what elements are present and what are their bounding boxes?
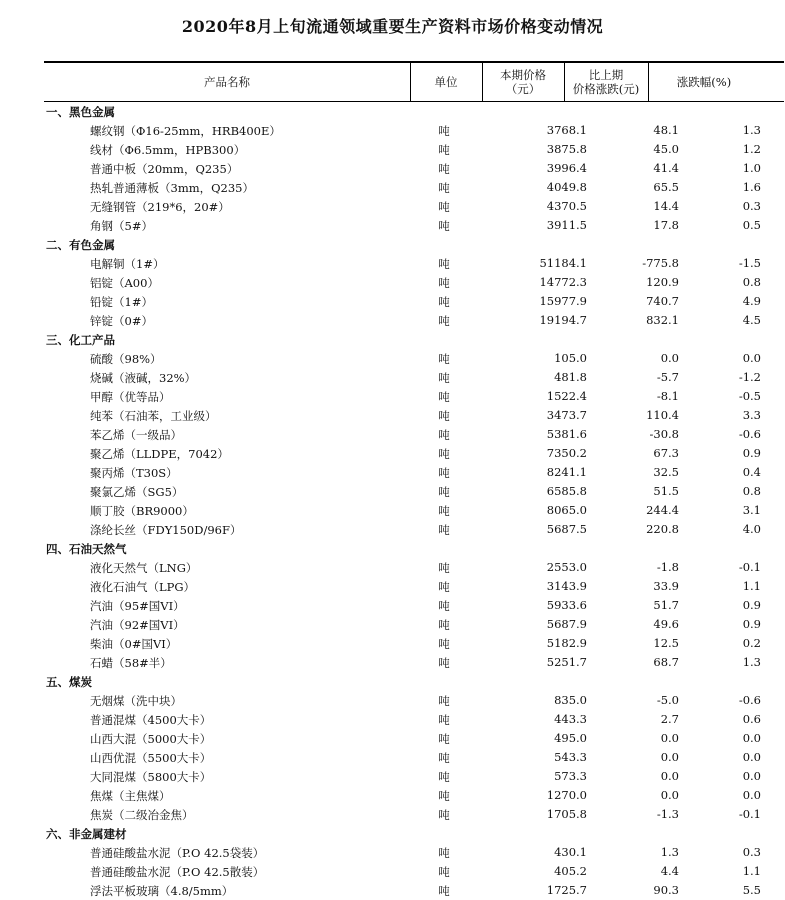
unit-cell: 吨	[438, 314, 450, 328]
product-name: 汽油（95#国VI）	[90, 599, 185, 613]
unit-cell: 吨	[438, 466, 450, 480]
change-cell: 14.4	[653, 199, 679, 213]
price-cell: 4370.5	[546, 199, 587, 213]
product-name: 山西大混（5000大卡）	[90, 732, 212, 746]
header-divider	[482, 63, 483, 101]
price-cell: 1725.7	[546, 883, 587, 897]
header-change	[564, 63, 648, 101]
pct-cell: 5.5	[742, 883, 761, 897]
price-cell: 5381.6	[546, 427, 587, 441]
price-cell: 8241.1	[546, 465, 587, 479]
category-label: 一、黑色金属	[46, 105, 115, 119]
unit-cell: 吨	[438, 865, 450, 879]
unit-cell: 吨	[438, 637, 450, 651]
change-cell: 32.5	[653, 465, 679, 479]
unit-cell: 吨	[438, 694, 450, 708]
header-price	[482, 63, 564, 101]
table-row	[44, 387, 784, 406]
category-label: 二、有色金属	[46, 238, 115, 252]
header-product-name: 产品名称	[204, 75, 250, 89]
price-cell: 1705.8	[546, 807, 587, 821]
category-label: 四、石油天然气	[46, 542, 127, 556]
table-row	[44, 159, 784, 178]
table-row	[44, 577, 784, 596]
category-row	[44, 539, 784, 558]
price-cell: 15977.9	[539, 294, 587, 308]
product-name: 焦炭（二级冶金焦）	[90, 808, 194, 822]
pct-cell: 0.9	[742, 598, 761, 612]
change-cell: -1.3	[656, 807, 679, 821]
product-name: 普通混煤（4500大卡）	[90, 713, 212, 727]
change-cell: 12.5	[653, 636, 679, 650]
table-row	[44, 501, 784, 520]
unit-cell: 吨	[438, 295, 450, 309]
price-cell: 5251.7	[546, 655, 587, 669]
pct-cell: -0.6	[738, 427, 761, 441]
unit-cell: 吨	[438, 618, 450, 632]
table-row	[44, 710, 784, 729]
unit-cell: 吨	[438, 504, 450, 518]
table-row	[44, 444, 784, 463]
price-cell: 3473.7	[546, 408, 587, 422]
price-cell: 405.2	[554, 864, 587, 878]
unit-cell: 吨	[438, 200, 450, 214]
change-cell: 2.7	[660, 712, 679, 726]
pct-cell: 0.2	[742, 636, 761, 650]
change-cell: 45.0	[653, 142, 679, 156]
table-row	[44, 178, 784, 197]
product-name: 电解铜（1#）	[90, 257, 165, 271]
unit-cell: 吨	[438, 162, 450, 176]
price-cell: 430.1	[554, 845, 587, 859]
unit-cell: 吨	[438, 219, 450, 233]
pct-cell: -1.2	[738, 370, 761, 384]
table-body	[44, 102, 784, 900]
table-row	[44, 805, 784, 824]
header-divider	[564, 63, 565, 101]
price-cell: 3768.1	[546, 123, 587, 137]
unit-cell: 吨	[438, 656, 450, 670]
change-cell: 48.1	[653, 123, 679, 137]
change-cell: -775.8	[642, 256, 679, 270]
price-cell: 1522.4	[546, 389, 587, 403]
pct-cell: 4.9	[742, 294, 761, 308]
product-name: 焦煤（主焦煤）	[90, 789, 171, 803]
pct-cell: -0.1	[738, 807, 761, 821]
unit-cell: 吨	[438, 523, 450, 537]
unit-cell: 吨	[438, 884, 450, 898]
product-name: 热轧普通薄板（3mm，Q235）	[90, 181, 255, 195]
price-cell: 5687.5	[546, 522, 587, 536]
price-cell: 5687.9	[546, 617, 587, 631]
table-row	[44, 121, 784, 140]
unit-cell: 吨	[438, 846, 450, 860]
header-unit: 单位	[434, 75, 458, 89]
category-label: 六、非金属建材	[46, 827, 127, 841]
change-cell: 49.6	[653, 617, 679, 631]
product-name: 浮法平板玻璃（4.8/5mm）	[90, 884, 234, 898]
table-row	[44, 292, 784, 311]
unit-cell: 吨	[438, 371, 450, 385]
table-row	[44, 786, 784, 805]
table-row	[44, 425, 784, 444]
page-title: 2020年8月上旬流通领域重要生产资料市场价格变动情况	[181, 17, 604, 36]
change-cell: 110.4	[646, 408, 679, 422]
unit-cell: 吨	[438, 447, 450, 461]
change-cell: 0.0	[660, 788, 679, 802]
unit-cell: 吨	[438, 580, 450, 594]
pct-cell: 0.0	[742, 351, 761, 365]
pct-cell: 1.3	[742, 655, 761, 669]
change-cell: 67.3	[653, 446, 679, 460]
product-name: 锌锭（0#）	[90, 314, 153, 328]
table-row	[44, 615, 784, 634]
product-name: 山西优混（5500大卡）	[90, 751, 212, 765]
category-row	[44, 330, 784, 349]
price-cell: 443.3	[554, 712, 587, 726]
price-cell: 481.8	[554, 370, 587, 384]
change-cell: 244.4	[646, 503, 679, 517]
unit-cell: 吨	[438, 352, 450, 366]
unit-cell: 吨	[438, 751, 450, 765]
table-row	[44, 748, 784, 767]
table-row	[44, 254, 784, 273]
price-cell: 3996.4	[546, 161, 587, 175]
unit-cell: 吨	[438, 713, 450, 727]
price-cell: 7350.2	[546, 446, 587, 460]
product-name: 液化石油气（LPG）	[90, 580, 196, 594]
table-row	[44, 558, 784, 577]
unit-cell: 吨	[438, 181, 450, 195]
unit-cell: 吨	[438, 808, 450, 822]
pct-cell: 1.2	[742, 142, 761, 156]
product-name: 柴油（0#国VI）	[90, 637, 178, 651]
change-cell: 4.4	[660, 864, 679, 878]
change-cell: 33.9	[653, 579, 679, 593]
header-change-line1: 比上期	[588, 68, 624, 82]
product-name: 顺丁胶（BR9000）	[90, 504, 194, 518]
price-cell: 5182.9	[546, 636, 587, 650]
change-cell: -30.8	[649, 427, 679, 441]
table-header	[44, 63, 784, 102]
price-cell: 5933.6	[546, 598, 587, 612]
change-cell: 17.8	[653, 218, 679, 232]
header-price-line1: 本期价格	[500, 68, 546, 82]
pct-cell: 3.3	[742, 408, 761, 422]
product-name: 纯苯（石油苯，工业级）	[90, 409, 217, 423]
change-cell: 740.7	[646, 294, 679, 308]
product-name: 聚乙烯（LLDPE，7042）	[90, 447, 229, 461]
category-row	[44, 824, 784, 843]
pct-cell: 0.0	[742, 769, 761, 783]
pct-cell: 1.1	[742, 579, 761, 593]
table-row	[44, 634, 784, 653]
price-cell: 19194.7	[539, 313, 587, 327]
change-cell: 120.9	[646, 275, 679, 289]
unit-cell: 吨	[438, 789, 450, 803]
table-row	[44, 596, 784, 615]
table-row	[44, 216, 784, 235]
price-cell: 1270.0	[546, 788, 587, 802]
table-row	[44, 653, 784, 672]
change-cell: 65.5	[653, 180, 679, 194]
product-name: 普通硅酸盐水泥（P.O 42.5袋装）	[90, 846, 265, 860]
price-cell: 2553.0	[546, 560, 587, 574]
unit-cell: 吨	[438, 124, 450, 138]
pct-cell: 0.6	[742, 712, 761, 726]
unit-cell: 吨	[438, 561, 450, 575]
product-name: 大同混煤（5800大卡）	[90, 770, 212, 784]
table-row	[44, 482, 784, 501]
change-cell: 220.8	[646, 522, 679, 536]
unit-cell: 吨	[438, 143, 450, 157]
table-row	[44, 881, 784, 900]
product-name: 聚氯乙烯（SG5）	[90, 485, 184, 499]
unit-cell: 吨	[438, 390, 450, 404]
product-name: 苯乙烯（一级品）	[90, 428, 182, 442]
unit-cell: 吨	[438, 732, 450, 746]
header-divider	[410, 63, 411, 101]
pct-cell: 0.8	[742, 275, 761, 289]
table-row	[44, 311, 784, 330]
pct-cell: -0.1	[738, 560, 761, 574]
price-cell: 51184.1	[539, 256, 587, 270]
product-name: 普通中板（20mm，Q235）	[90, 162, 239, 176]
header-pct: 涨跌幅(%)	[676, 75, 732, 89]
pct-cell: 1.1	[742, 864, 761, 878]
change-cell: 0.0	[660, 769, 679, 783]
price-cell: 3875.8	[546, 142, 587, 156]
header-change-line2: 价格涨跌(元)	[572, 82, 640, 96]
product-name: 角钢（5#）	[90, 219, 153, 233]
price-cell: 8065.0	[546, 503, 587, 517]
table-row	[44, 767, 784, 786]
table-row	[44, 406, 784, 425]
table-row	[44, 862, 784, 881]
price-cell: 3143.9	[546, 579, 587, 593]
category-row	[44, 672, 784, 691]
product-name: 汽油（92#国VI）	[90, 618, 185, 632]
category-label: 三、化工产品	[46, 333, 115, 347]
pct-cell: -0.5	[738, 389, 761, 403]
change-cell: 51.7	[653, 598, 679, 612]
pct-cell: 0.3	[742, 199, 761, 213]
pct-cell: 0.8	[742, 484, 761, 498]
unit-cell: 吨	[438, 428, 450, 442]
change-cell: 832.1	[646, 313, 679, 327]
unit-cell: 吨	[438, 257, 450, 271]
pct-cell: 0.0	[742, 731, 761, 745]
product-name: 螺纹钢（Φ16-25mm，HRB400E）	[90, 124, 281, 138]
table-row	[44, 273, 784, 292]
category-label: 五、煤炭	[46, 675, 92, 689]
price-cell: 543.3	[554, 750, 587, 764]
product-name: 硫酸（98%）	[90, 352, 162, 366]
header-price-line2: （元）	[505, 82, 541, 96]
change-cell: -8.1	[656, 389, 679, 403]
pct-cell: -0.6	[738, 693, 761, 707]
change-cell: 0.0	[660, 750, 679, 764]
pct-cell: 0.9	[742, 617, 761, 631]
table-row	[44, 197, 784, 216]
change-cell: 90.3	[653, 883, 679, 897]
unit-cell: 吨	[438, 599, 450, 613]
table-row	[44, 140, 784, 159]
price-cell: 495.0	[554, 731, 587, 745]
table-row	[44, 349, 784, 368]
pct-cell: 0.0	[742, 788, 761, 802]
price-cell: 105.0	[554, 351, 587, 365]
header-divider	[648, 63, 649, 101]
product-name: 烧碱（液碱，32%）	[90, 371, 197, 385]
table-row	[44, 520, 784, 539]
table-row	[44, 691, 784, 710]
unit-cell: 吨	[438, 276, 450, 290]
unit-cell: 吨	[438, 409, 450, 423]
pct-cell: 0.5	[742, 218, 761, 232]
price-cell: 14772.3	[539, 275, 587, 289]
price-cell: 835.0	[554, 693, 587, 707]
change-cell: 0.0	[660, 351, 679, 365]
pct-cell: 0.9	[742, 446, 761, 460]
category-row	[44, 102, 784, 121]
change-cell: -5.7	[656, 370, 679, 384]
product-name: 铝锭（A00）	[90, 276, 159, 290]
pct-cell: 0.0	[742, 750, 761, 764]
table-row	[44, 843, 784, 862]
pct-cell: 4.0	[742, 522, 761, 536]
pct-cell: 1.6	[742, 180, 761, 194]
price-cell: 3911.5	[546, 218, 587, 232]
pct-cell: 3.1	[742, 503, 761, 517]
pct-cell: 1.0	[742, 161, 761, 175]
price-cell: 6585.8	[546, 484, 587, 498]
product-name: 涤纶长丝（FDY150D/96F）	[90, 523, 242, 537]
pct-cell: 0.3	[742, 845, 761, 859]
price-cell: 4049.8	[546, 180, 587, 194]
product-name: 石蜡（58#半）	[90, 656, 172, 670]
table-row	[44, 463, 784, 482]
product-name: 液化天然气（LNG）	[90, 561, 198, 575]
product-name: 普通硅酸盐水泥（P.O 42.5散装）	[90, 865, 265, 879]
product-name: 线材（Φ6.5mm，HPB300）	[90, 143, 246, 157]
table-row	[44, 368, 784, 387]
product-name: 甲醇（优等品）	[90, 390, 171, 404]
table-row	[44, 729, 784, 748]
unit-cell: 吨	[438, 770, 450, 784]
change-cell: 41.4	[653, 161, 679, 175]
change-cell: 68.7	[653, 655, 679, 669]
unit-cell: 吨	[438, 485, 450, 499]
category-row	[44, 235, 784, 254]
product-name: 聚丙烯（T30S）	[90, 466, 178, 480]
product-name: 无烟煤（洗中块）	[90, 694, 182, 708]
pct-cell: 0.4	[742, 465, 761, 479]
pct-cell: 4.5	[742, 313, 761, 327]
change-cell: 0.0	[660, 731, 679, 745]
change-cell: -5.0	[656, 693, 679, 707]
change-cell: 1.3	[660, 845, 679, 859]
pct-cell: -1.5	[738, 256, 761, 270]
change-cell: 51.5	[653, 484, 679, 498]
change-cell: -1.8	[656, 560, 679, 574]
product-name: 无缝钢管（219*6，20#）	[90, 200, 230, 214]
price-cell: 573.3	[554, 769, 587, 783]
product-name: 铅锭（1#）	[90, 295, 153, 309]
pct-cell: 1.3	[742, 123, 761, 137]
